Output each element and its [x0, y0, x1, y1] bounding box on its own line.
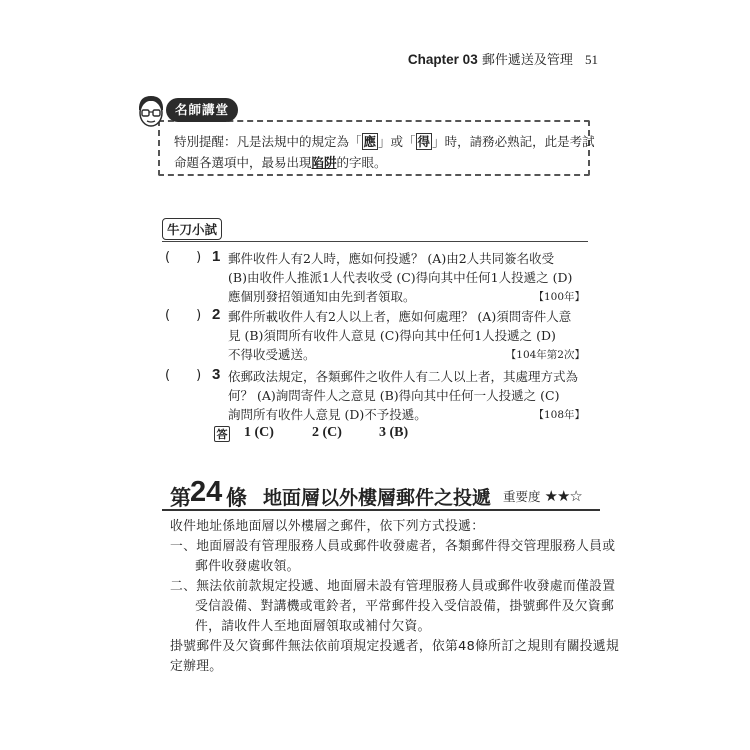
question-number: 3 [212, 366, 221, 383]
article-text: 一、地面層設有管理服務人員或郵件收發處者，各類郵件得交管理服務人員或 [170, 539, 616, 554]
tip-line-1 [174, 132, 595, 150]
importance-rating [503, 487, 582, 505]
quiz-section-label: 牛刀小試 [162, 218, 222, 240]
paren: ) [196, 368, 202, 383]
article-text: 二、無法依前款規定投遞、地面層未設有管理服務人員或郵件收發處而僅設置 [170, 579, 616, 594]
question-source: 【104年第2次】 [505, 349, 585, 361]
keyword-ying: 應 [363, 134, 377, 149]
tip-text: 」或「 [378, 134, 416, 149]
question-line: 依郵政法規定，各類郵件之收件人有二人以上者，其處理方式為 [228, 369, 579, 384]
article-prefix: 第 [170, 486, 191, 510]
paren: ( [165, 250, 171, 265]
divider [162, 241, 588, 242]
keyword-trap: 陷阱 [311, 155, 337, 170]
question-line: 見 (B)須問所有收件人意見 (C)得向其中任何1人投遞之 (D) [228, 328, 556, 343]
paren: ( [165, 368, 171, 383]
tip-text: 特別提醒：凡是法規中的規定為「 [174, 134, 362, 149]
chapter-label: Chapter 03 [407, 52, 478, 67]
tip-text: 」時，請務必熟記，此是考試 [432, 134, 595, 149]
answer-item: 3 (B) [379, 425, 409, 440]
tip-text: 命題各選項中，最易出現 [174, 155, 312, 170]
question-line: 郵件所載收件人有2人以上者，應如何處理？ (A)須問寄件人意 [228, 309, 572, 324]
page-number: 51 [585, 52, 598, 67]
question-line: (B)由收件人推派1人代表收受 (C)得向其中任何1人投遞之 (D) [228, 270, 573, 285]
paren: ) [196, 250, 202, 265]
answer-blank [165, 250, 201, 265]
teacher-avatar-icon [134, 93, 168, 131]
answer-item: 1 (C) [244, 425, 274, 440]
answer-item: 2 (C) [312, 425, 342, 440]
tip-line-2 [174, 153, 387, 171]
article-suffix: 條 [226, 486, 247, 510]
paren: ) [196, 308, 202, 323]
article-number: 24 [190, 476, 223, 508]
question-source: 【108年】 [533, 409, 585, 421]
article-text: 件，請收件人至地面層領取或補付欠資。 [195, 619, 431, 634]
teacher-tip-label: 名師講堂 [166, 98, 238, 122]
importance-label: 重要度 [503, 489, 541, 504]
answer-blank [165, 308, 201, 323]
question-source: 【100年】 [533, 291, 585, 303]
article-text: 受信設備、對講機或電鈴者，平常郵件投入受信設備，掛號郵件及欠資郵 [195, 599, 615, 614]
paren: ( [165, 308, 171, 323]
question-number: 1 [212, 248, 221, 265]
question-line: 郵件收件人有2人時，應如何投遞？ (A)由2人共同簽名收受 [228, 251, 555, 266]
running-header [408, 49, 598, 68]
question-line: 詢問所有收件人意見 (D)不予投遞。 [228, 407, 427, 422]
article-divider [162, 509, 600, 511]
question-line: 不得收受遞送。 [228, 347, 316, 362]
article-text: 收件地址係地面層以外樓層之郵件，依下列方式投遞： [170, 519, 485, 534]
answer-icon: 答 [214, 426, 230, 442]
chapter-title: 郵件遞送及管理 [481, 53, 573, 68]
article-text: 郵件收發處收領。 [195, 559, 300, 574]
question-line: 何？ (A)詢問寄件人之意見 (B)得向其中任何一人投遞之 (C) [228, 388, 560, 403]
tip-text: 的字眼。 [336, 155, 387, 170]
article-text: 定辦理。 [170, 659, 223, 674]
question-number: 2 [212, 306, 221, 323]
star-rating-icon: ★★☆ [544, 487, 582, 505]
question-line: 應個別發招領通知由先到者領取。 [228, 289, 416, 304]
answer-blank [165, 368, 201, 383]
article-title: 地面層以外樓層郵件之投遞 [263, 487, 492, 509]
keyword-de: 得 [417, 134, 431, 149]
article-text: 掛號郵件及欠資郵件無法依前項規定投遞者，依第48條所訂之規則有關投遞規 [170, 639, 620, 654]
